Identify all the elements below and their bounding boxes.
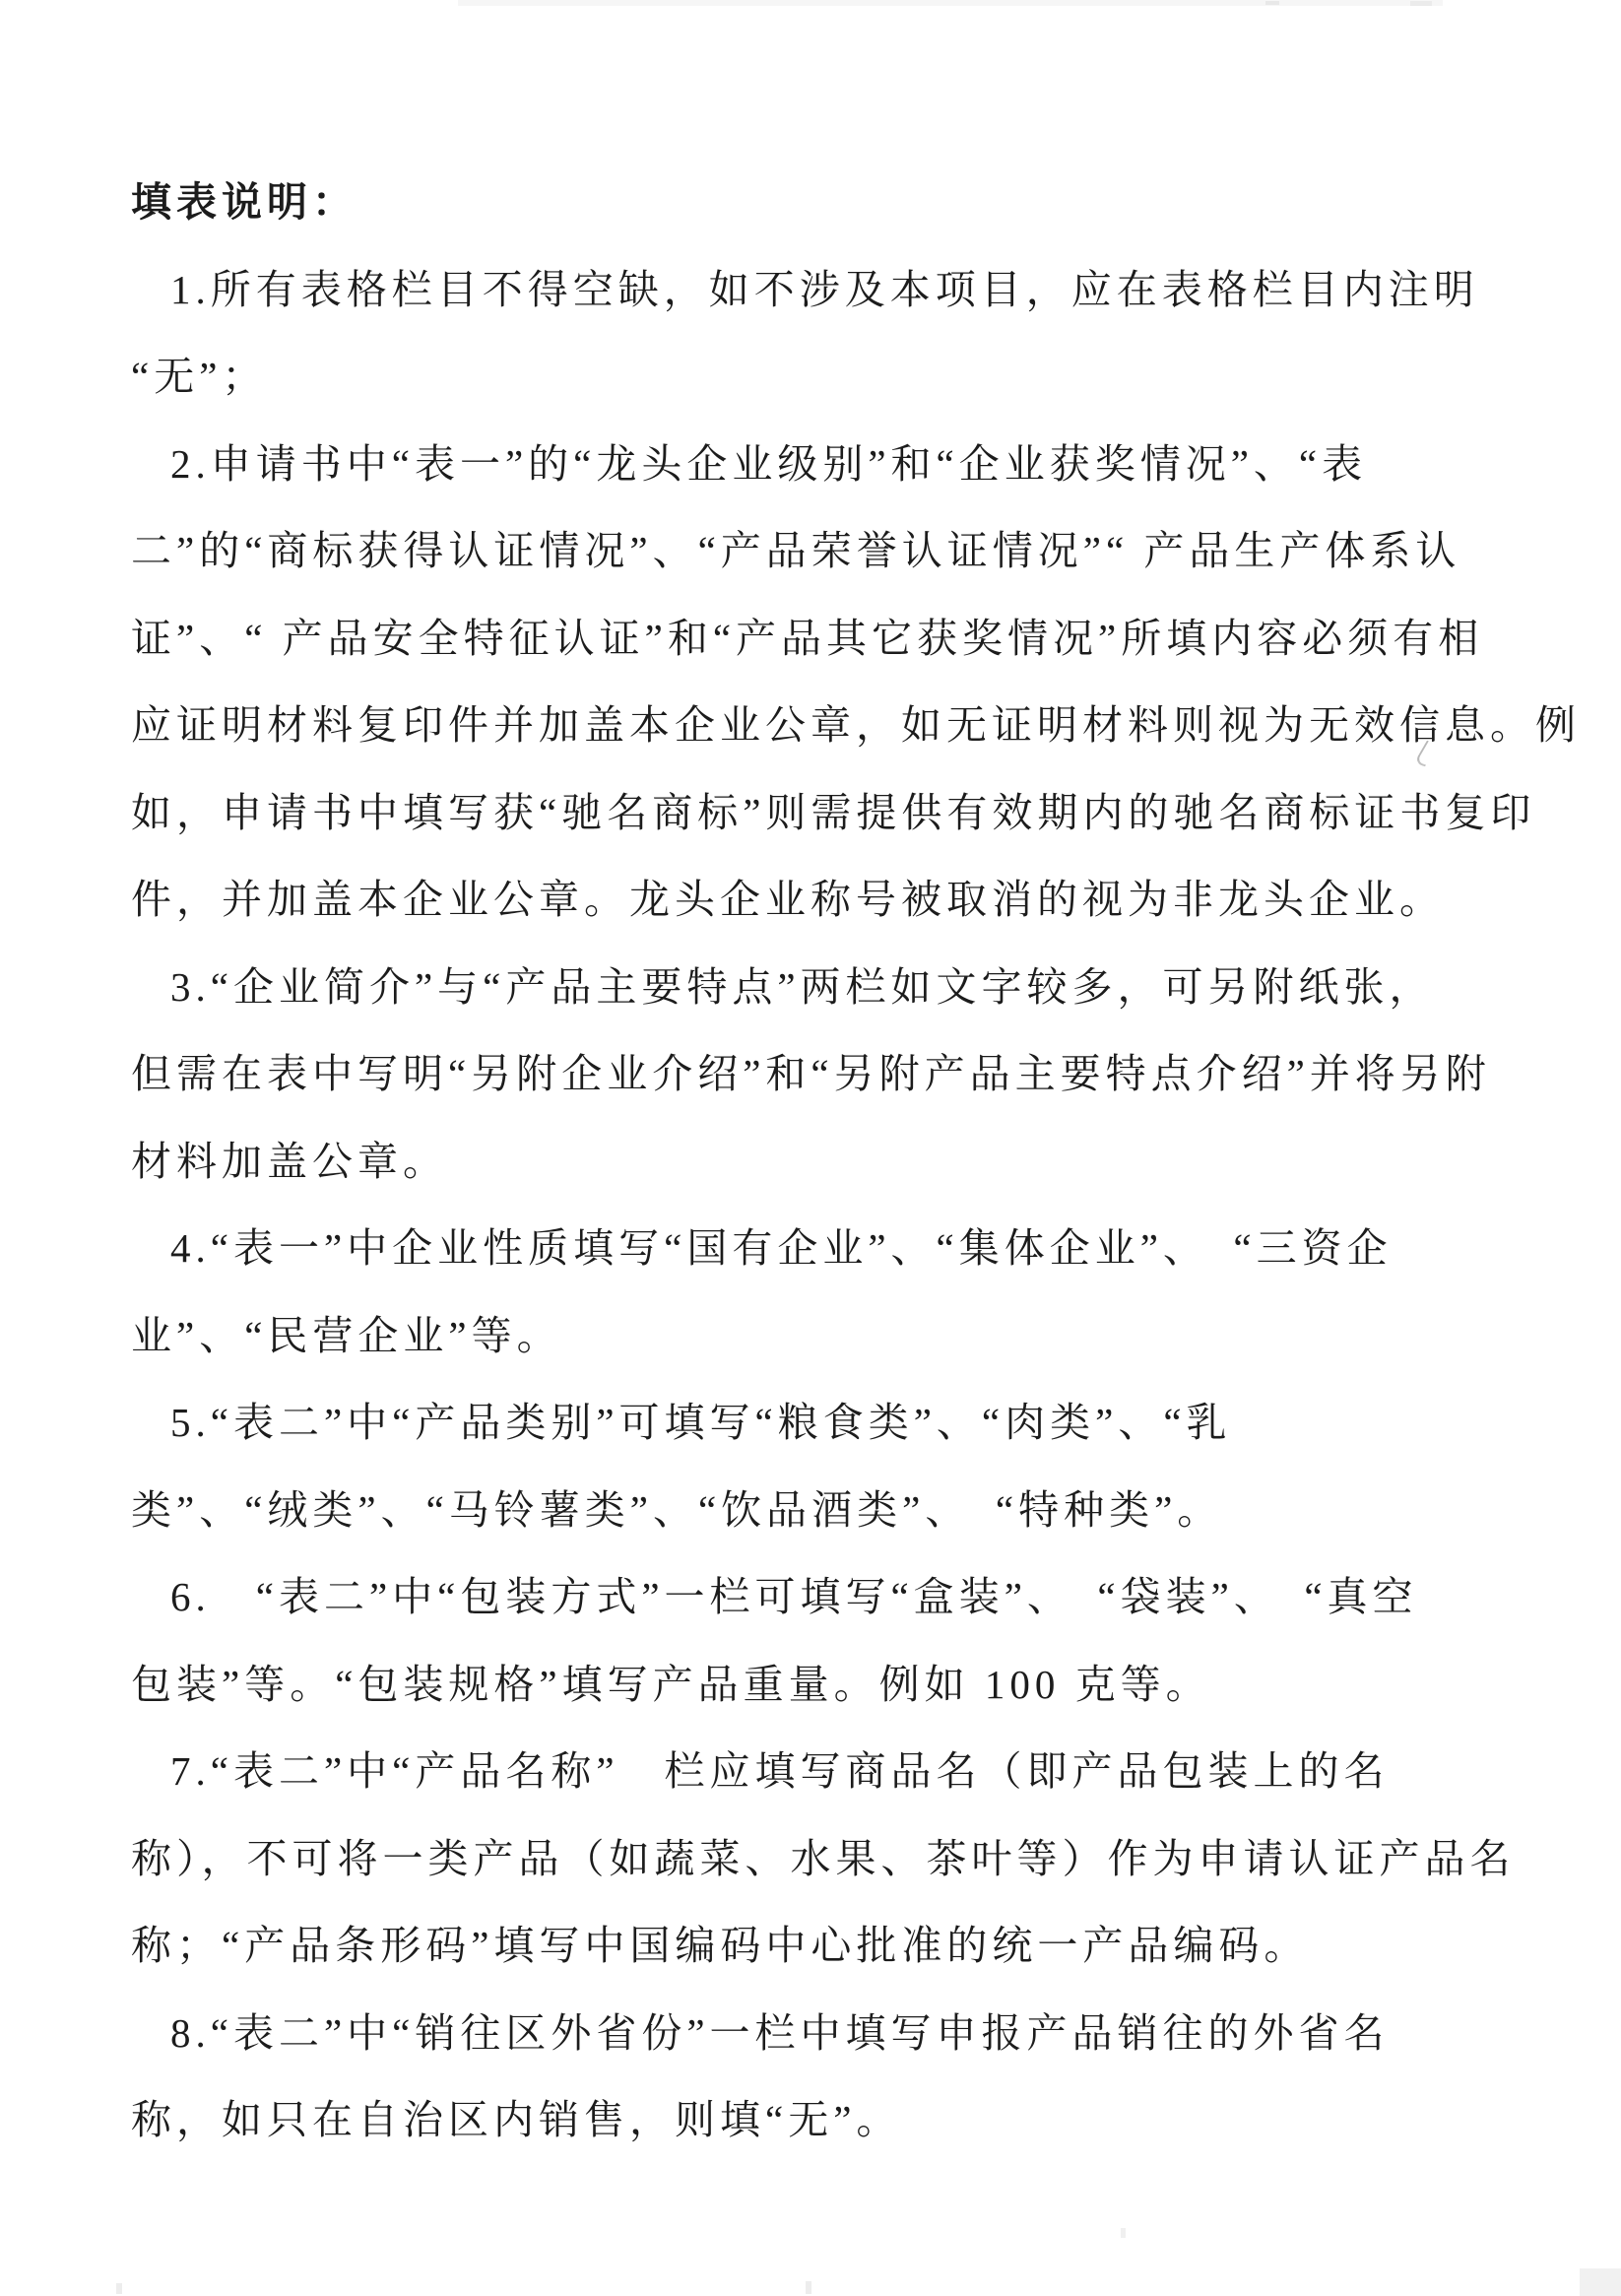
text-line: 2.申请书中“表一”的“龙头企业级别”和“企业获奖情况”、“表 bbox=[170, 440, 1368, 487]
text-line: 业”、“民营企业”等。 bbox=[131, 1312, 562, 1358]
paragraph-2 bbox=[131, 421, 1581, 944]
text-line: 5.“表二”中“产品类别”可填写“粮食类”、“肉类”、“乳 bbox=[170, 1400, 1232, 1445]
scan-artifact-speck bbox=[1265, 1, 1279, 5]
scan-artifact-speck bbox=[116, 2283, 122, 2294]
text-line: 如，申请书中填写获“驰名商标”则需提供有效期内的驰名商标证书复印 bbox=[131, 789, 1536, 835]
paragraph-3 bbox=[131, 944, 1539, 1206]
paragraph-7 bbox=[131, 1728, 1539, 1990]
text-line: 称；“产品条形码”填写中国编码中心批准的统一产品编码。 bbox=[131, 1923, 1310, 1968]
scan-artifact-corner bbox=[1580, 2268, 1621, 2296]
scan-artifact-speck bbox=[1121, 2228, 1126, 2238]
text-line: 4.“表一”中企业性质填写“国有企业”、“集体企业”、 “三资企 bbox=[170, 1225, 1393, 1271]
text-line: 8.“表二”中“销往区外省份”一栏中填写申报产品销往的外省名 bbox=[170, 2009, 1390, 2056]
text-line: 7.“表二”中“产品名称” 栏应填写商品名（即产品包装上的名 bbox=[170, 1748, 1390, 1794]
text-line: 称，如只在自治区内销售，则填“无”。 bbox=[131, 2097, 902, 2142]
scan-artifact-speck bbox=[806, 2281, 811, 2294]
text-line: 件，并加盖本企业公章。龙头企业称号被取消的视为非龙头企业。 bbox=[131, 877, 1445, 922]
paragraph-6 bbox=[131, 1553, 1539, 1728]
text-line: 类”、“绒类”、“马铃薯类”、“饮品酒类”、 “特种类”。 bbox=[131, 1486, 1223, 1533]
text-line: 应证明材料复印件并加盖本企业公章，如无证明材料则视为无效信息。例 bbox=[131, 702, 1581, 748]
text-line: “无”； bbox=[131, 354, 268, 399]
text-line: 3.“企业简介”与“产品主要特点”两栏如文字较多，可另附纸张， bbox=[170, 963, 1435, 1010]
paragraph-1 bbox=[131, 246, 1539, 421]
text-line: 二”的“商标获得认证情况”、“产品荣誉认证情况”“ 产品生产体系认 bbox=[131, 528, 1461, 573]
scan-artifact-top-band bbox=[458, 0, 1443, 6]
paragraph-4 bbox=[131, 1205, 1539, 1379]
scan-artifact-speck bbox=[1410, 1, 1432, 6]
document-body bbox=[131, 159, 1581, 2164]
text-line: 称），不可将一类产品（如蔬菜、水果、茶叶等）作为申请认证产品名 bbox=[131, 1835, 1516, 1881]
text-line: 1.所有表格栏目不得空缺，如不涉及本项目，应在表格栏目内注明 bbox=[170, 266, 1479, 312]
text-line: 材料加盖公章。 bbox=[131, 1138, 448, 1184]
text-line: 6. “表二”中“包装方式”一栏可填写“盒装”、 “袋装”、 “真空 bbox=[170, 1574, 1418, 1619]
paragraph-8 bbox=[131, 1990, 1539, 2164]
page-title: 填表说明： bbox=[131, 179, 357, 225]
text-line: 但需在表中写明“另附企业介绍”和“另附产品主要特点介绍”并将另附 bbox=[131, 1051, 1491, 1096]
text-line: 包装”等。“包装规格”填写产品重量。例如 100 克等。 bbox=[131, 1661, 1211, 1707]
paragraph-5 bbox=[131, 1379, 1539, 1553]
text-line: 证”、“ 产品安全特征认证”和“产品其它获奖情况”所填内容必须有相 bbox=[131, 615, 1484, 661]
